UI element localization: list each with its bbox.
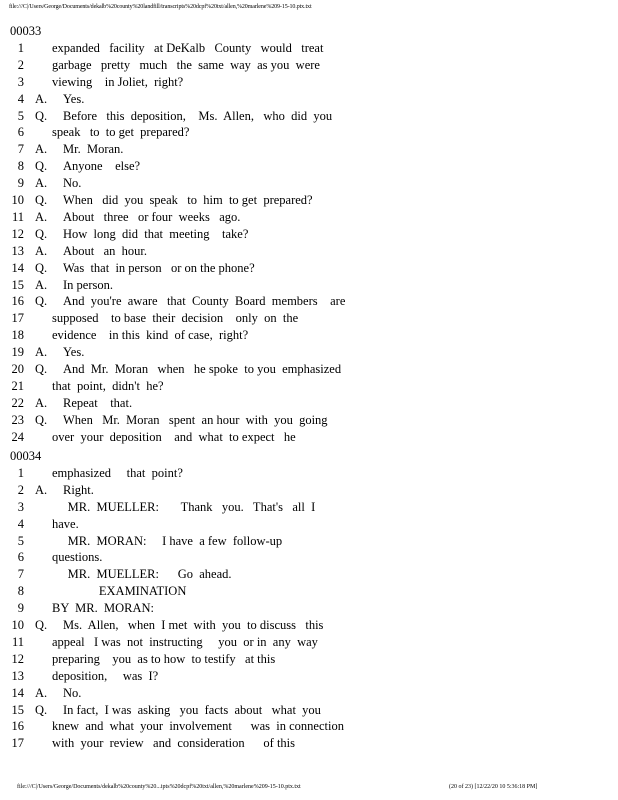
speaker-marker: Q. [35,260,48,275]
line-number: 8 [17,159,24,174]
line-number: 22 [11,395,24,410]
line-text: In person. [63,277,113,292]
line-number: 13 [11,668,24,683]
line-number: 12 [11,226,24,241]
line-text: emphasized that point? [52,465,183,480]
line-text: MR. MUELLER: Go ahead. [52,567,232,582]
speaker-marker: A. [35,243,48,258]
line-text: knew and what your involvement was in connection [52,719,344,734]
line-text: supposed to base their decision only on the [52,311,299,326]
line-number: 19 [11,345,24,360]
line-number: 3 [17,74,24,89]
line-number: 24 [11,429,24,444]
line-text: Yes. [63,345,85,360]
speaker-marker: A. [35,345,48,360]
line-text: MR. MORAN: I have a few follow-up [52,533,283,548]
line-text: garbage pretty much the same way as you were [52,57,320,72]
line-text: Before this deposition, Ms. Allen, who did you [63,108,333,123]
line-text: Right. [63,482,94,497]
line-text: MR. MUELLER: Thank you. That's all I [52,499,316,514]
line-text: No. [63,685,82,700]
file-path-header: file:///C|/Users/George/Documents/dekalb%20county%20landfill/transcripts%20dcpf%20txt/allen,%20marlene%209-15-10.ptx.txt [9,4,312,10]
line-number: 7 [17,142,24,157]
line-text: EXAMINATION [52,584,187,599]
line-text: When Mr. Moran spent an hour with you going [63,412,328,427]
line-number: 2 [17,482,24,497]
line-text: When did you speak to him to get prepared? [63,193,313,207]
speaker-marker: Q. [35,362,48,376]
line-number: 9 [17,601,24,616]
line-number: 2 [17,57,24,72]
line-number: 6 [17,125,24,140]
line-text: questions. [52,550,103,565]
speaker-marker: A. [35,482,48,497]
speaker-marker: A. [35,91,48,106]
line-number: 4 [17,91,24,106]
speaker-marker: A. [35,395,48,410]
speaker-marker: Q. [35,618,48,632]
line-text: speak to to get prepared? [52,125,190,140]
line-text: evidence in this kind of case, right? [52,328,249,343]
line-text: About three or four weeks ago. [63,209,241,224]
speaker-marker: Q. [35,159,48,174]
line-number: 12 [11,651,24,666]
line-text: And Mr. Moran when he spoke to you emphasized [63,362,342,376]
line-text: Anyone else? [63,159,141,174]
line-number: 15 [11,277,24,292]
line-text: Repeat that. [63,395,133,410]
line-number: 9 [17,176,24,191]
line-number: 5 [17,533,24,548]
line-number: 18 [11,328,24,343]
speaker-marker: Q. [35,412,48,427]
line-number: 17 [11,736,24,751]
line-text: How long did that meeting take? [63,226,249,241]
line-number: 14 [11,260,24,275]
speaker-marker: A. [35,209,48,224]
line-text: over your deposition and what to expect he [52,429,296,444]
line-number: 14 [11,685,24,700]
line-number: 17 [11,311,24,326]
speaker-marker: Q. [35,193,48,207]
line-text: preparing you as to how to testify at this [52,651,276,666]
line-number: 1 [17,40,24,55]
line-text: Yes. [63,91,85,106]
line-text: expanded facility at DeKalb County would treat [52,40,324,55]
speaker-marker: A. [35,142,48,157]
line-number: 1 [17,465,24,480]
line-number: 15 [11,702,24,717]
line-text: Ms. Allen, when I met with you to discuss this [63,618,324,632]
line-number: 16 [11,719,24,734]
line-number: 16 [11,294,24,309]
line-number: 8 [17,584,24,599]
transcript-page-number: 00033 [10,24,42,38]
speaker-marker: A. [35,685,48,700]
line-text: that point, didn't he? [52,378,164,393]
line-number: 11 [11,209,24,224]
line-text: deposition, was I? [52,668,159,683]
page-timestamp-footer: (20 of 23) [12/22/20 10 5:36:18 PM] [449,784,538,790]
line-number: 13 [11,243,24,258]
line-number: 20 [11,362,24,376]
line-text: with your review and consideration of this [52,736,296,751]
transcript-page-number: 00034 [10,449,42,463]
line-text: BY MR. MORAN: [52,601,154,616]
line-number: 11 [11,634,24,649]
line-text: And you're aware that County Board members are [63,294,346,309]
line-text: Mr. Moran. [63,142,124,157]
speaker-marker: Q. [35,294,48,309]
line-number: 23 [11,412,24,427]
line-text: appeal I was not instructing you or in any way [52,634,318,649]
line-number: 7 [17,567,24,582]
speaker-marker: A. [35,176,48,191]
line-number: 4 [17,516,24,531]
file-path-footer: file:///C|/Users/George/Documents/dekalb%20county%20...ipts%20dcpf%20txt/allen,%20marlene%209-15-10.ptx.txt [17,784,301,790]
speaker-marker: A. [35,277,48,292]
line-text: viewing in Joliet, right? [52,74,184,89]
line-text: In fact, I was asking you facts about what you [63,702,321,717]
speaker-marker: Q. [35,108,48,123]
line-text: Was that in person or on the phone? [63,260,255,275]
line-number: 21 [11,378,24,393]
line-text: No. [63,176,82,191]
line-text: have. [52,516,79,531]
line-number: 6 [17,550,24,565]
line-text: About an hour. [63,243,148,258]
line-number: 10 [11,618,24,632]
line-number: 5 [17,108,24,123]
speaker-marker: Q. [35,702,48,717]
line-number: 10 [11,193,24,207]
line-number: 3 [17,499,24,514]
speaker-marker: Q. [35,226,48,241]
